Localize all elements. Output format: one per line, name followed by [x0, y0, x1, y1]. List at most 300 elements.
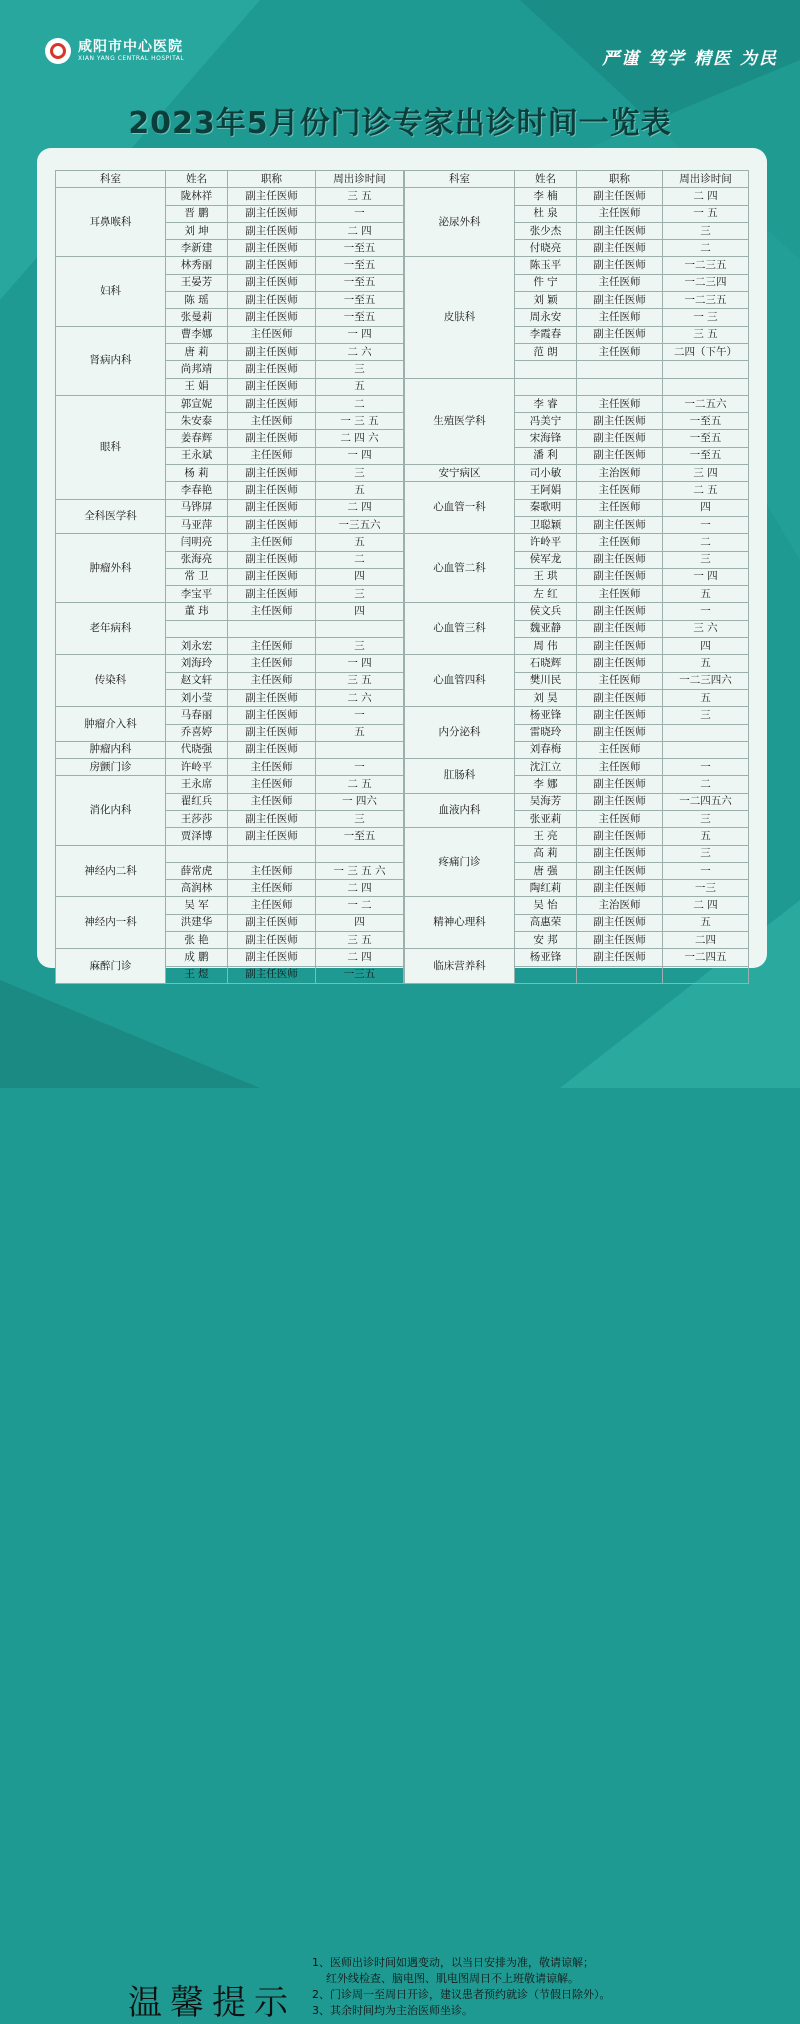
doctor-name-cell: [166, 845, 228, 862]
doctor-name-cell: 王晏芳: [166, 274, 228, 291]
doctor-title-cell: 副主任医师: [228, 205, 316, 222]
clinic-days-cell: 五: [316, 378, 404, 395]
clinic-days-cell: 三 五: [316, 188, 404, 205]
department-cell: 房颤门诊: [56, 759, 166, 776]
department-cell: 内分泌科: [405, 707, 515, 759]
table-row: [56, 845, 404, 862]
doctor-name-cell: [515, 361, 577, 378]
clinic-days-cell: 二 六: [316, 343, 404, 360]
clinic-days-cell: 一三五: [316, 966, 404, 983]
table-row: [405, 655, 749, 672]
clinic-days-cell: 四: [316, 603, 404, 620]
doctor-name-cell: 马亚萍: [166, 516, 228, 533]
doctor-name-cell: 左 红: [515, 586, 577, 603]
doctor-name-cell: 潘 利: [515, 447, 577, 464]
table-row: [405, 465, 749, 482]
doctor-title-cell: 主任医师: [228, 326, 316, 343]
tip-note: 1、医师出诊时间如遇变动，以当日安排为准，敬请谅解；: [312, 1956, 594, 1969]
clinic-days-cell: 二 四 六: [316, 430, 404, 447]
doctor-name-cell: 高 莉: [515, 845, 577, 862]
table-row: [405, 257, 749, 274]
column-header: 职称: [228, 171, 316, 188]
doctor-name-cell: 王阿娟: [515, 482, 577, 499]
clinic-days-cell: 一 四: [316, 447, 404, 464]
doctor-name-cell: 洪建华: [166, 914, 228, 931]
doctor-name-cell: 王 娟: [166, 378, 228, 395]
doctor-name-cell: 李霞春: [515, 326, 577, 343]
clinic-days-cell: 二: [663, 240, 749, 257]
doctor-title-cell: 副主任医师: [228, 309, 316, 326]
doctor-title-cell: 主治医师: [577, 897, 663, 914]
department-cell: 神经内一科: [56, 897, 166, 949]
doctor-title-cell: 副主任医师: [577, 880, 663, 897]
doctor-name-cell: 樊川民: [515, 672, 577, 689]
doctor-name-cell: 张曼莉: [166, 309, 228, 326]
page-title: 2023年5月份门诊专家出诊时间一览表: [128, 106, 672, 141]
table-row: [56, 759, 404, 776]
column-header: 科室: [56, 171, 166, 188]
doctor-name-cell: 贾泽博: [166, 828, 228, 845]
table-row: [56, 897, 404, 914]
doctor-name-cell: 吴 怡: [515, 897, 577, 914]
table-header-row: [405, 171, 749, 188]
doctor-name-cell: [515, 378, 577, 395]
hospital-motto: 严谨 笃学 精医 为民: [602, 49, 778, 69]
doctor-title-cell: 副主任医师: [577, 932, 663, 949]
hospital-logo: [45, 38, 184, 64]
schedule-table-right: [404, 170, 749, 984]
doctor-title-cell: 副主任医师: [228, 568, 316, 585]
clinic-days-cell: 一 三 五: [316, 413, 404, 430]
table-row: [56, 776, 404, 793]
department-cell: 全科医学科: [56, 499, 166, 534]
table-row: [405, 759, 749, 776]
doctor-name-cell: 侯文兵: [515, 603, 577, 620]
clinic-days-cell: 二: [663, 534, 749, 551]
doctor-title-cell: [577, 361, 663, 378]
doctor-name-cell: 李 娜: [515, 776, 577, 793]
clinic-days-cell: 三: [663, 551, 749, 568]
clinic-days-cell: 二 四: [663, 897, 749, 914]
doctor-name-cell: 刘小莹: [166, 689, 228, 706]
clinic-days-cell: 三 四: [663, 465, 749, 482]
table-row: [405, 534, 749, 551]
doctor-name-cell: 唐 莉: [166, 343, 228, 360]
doctor-title-cell: 副主任医师: [577, 724, 663, 741]
doctor-name-cell: [166, 620, 228, 637]
doctor-title-cell: 副主任医师: [577, 793, 663, 810]
clinic-days-cell: 二四（下午）: [663, 343, 749, 360]
table-row: [56, 707, 404, 724]
doctor-title-cell: 副主任医师: [577, 707, 663, 724]
clinic-days-cell: 一: [316, 707, 404, 724]
table-row: [405, 603, 749, 620]
table-row: [405, 707, 749, 724]
department-cell: 心血管一科: [405, 482, 515, 534]
clinic-days-cell: 一至五: [316, 240, 404, 257]
clinic-days-cell: 二四: [663, 932, 749, 949]
doctor-name-cell: 李春艳: [166, 482, 228, 499]
doctor-title-cell: 副主任医师: [577, 620, 663, 637]
doctor-name-cell: 雷晓玲: [515, 724, 577, 741]
doctor-title-cell: 副主任医师: [228, 914, 316, 931]
doctor-name-cell: 杜 泉: [515, 205, 577, 222]
clinic-days-cell: [316, 845, 404, 862]
department-cell: 神经内二科: [56, 845, 166, 897]
department-cell: 安宁病区: [405, 465, 515, 482]
doctor-name-cell: 王莎莎: [166, 810, 228, 827]
doctor-name-cell: 曹李娜: [166, 326, 228, 343]
tip-note: 2、门诊周一至周日开诊，建议患者预约就诊（节假日除外）。: [312, 1988, 611, 2001]
clinic-days-cell: 一三: [663, 880, 749, 897]
doctor-title-cell: 副主任医师: [577, 845, 663, 862]
doctor-name-cell: 王 亮: [515, 828, 577, 845]
doctor-title-cell: 主任医师: [577, 741, 663, 758]
department-cell: 疼痛门诊: [405, 828, 515, 897]
doctor-name-cell: 王 珙: [515, 568, 577, 585]
department-cell: 肿瘤外科: [56, 534, 166, 603]
doctor-name-cell: 件 宁: [515, 274, 577, 291]
clinic-days-cell: 一 四: [316, 326, 404, 343]
clinic-days-cell: 二 四: [316, 949, 404, 966]
doctor-title-cell: 主任医师: [228, 897, 316, 914]
table-row: [56, 499, 404, 516]
doctor-title-cell: 副主任医师: [228, 741, 316, 758]
department-cell: 肿瘤介入科: [56, 707, 166, 742]
table-row: [56, 741, 404, 758]
clinic-days-cell: 二: [663, 776, 749, 793]
doctor-title-cell: 副主任医师: [228, 932, 316, 949]
doctor-name-cell: 陈 瑶: [166, 292, 228, 309]
tip-note: 红外线检查、脑电图、肌电图周日不上班敬请谅解。: [326, 1972, 579, 1985]
doctor-name-cell: 张海亮: [166, 551, 228, 568]
doctor-title-cell: [577, 378, 663, 395]
doctor-title-cell: 副主任医师: [228, 430, 316, 447]
clinic-days-cell: 五: [663, 689, 749, 706]
clinic-days-cell: 二 五: [663, 482, 749, 499]
doctor-name-cell: 杨亚锋: [515, 949, 577, 966]
table-row: [405, 897, 749, 914]
doctor-title-cell: 副主任医师: [577, 638, 663, 655]
department-cell: 皮肤科: [405, 257, 515, 378]
clinic-days-cell: 五: [663, 655, 749, 672]
doctor-name-cell: 刘 颖: [515, 292, 577, 309]
hospital-name-en: XIAN YANG CENTRAL HOSPITAL: [78, 54, 185, 62]
clinic-days-cell: 四: [663, 499, 749, 516]
footer: [0, 975, 800, 2023]
clinic-days-cell: 一二三四六: [663, 672, 749, 689]
tips-notes: [312, 1955, 782, 2019]
doctor-title-cell: 副主任医师: [228, 828, 316, 845]
doctor-name-cell: 陇林祥: [166, 188, 228, 205]
header: [0, 0, 800, 150]
doctor-name-cell: 刘永宏: [166, 638, 228, 655]
clinic-days-cell: 一至五: [663, 447, 749, 464]
clinic-days-cell: 五: [663, 586, 749, 603]
doctor-title-cell: 副主任医师: [577, 413, 663, 430]
doctor-name-cell: 董 玮: [166, 603, 228, 620]
doctor-name-cell: 常 卫: [166, 568, 228, 585]
doctor-name-cell: 秦歌明: [515, 499, 577, 516]
clinic-days-cell: [663, 378, 749, 395]
clinic-days-cell: 一二四五六: [663, 793, 749, 810]
clinic-days-cell: 一 二: [316, 897, 404, 914]
doctor-title-cell: 副主任医师: [228, 361, 316, 378]
doctor-name-cell: 陶红莉: [515, 880, 577, 897]
clinic-days-cell: 一至五: [316, 292, 404, 309]
clinic-days-cell: 一 四六: [316, 793, 404, 810]
table-row: [405, 828, 749, 845]
doctor-title-cell: 主任医师: [228, 655, 316, 672]
column-header: 科室: [405, 171, 515, 188]
doctor-title-cell: 副主任医师: [577, 914, 663, 931]
doctor-title-cell: 主任医师: [228, 603, 316, 620]
column-header: 姓名: [515, 171, 577, 188]
doctor-name-cell: 晋 鹏: [166, 205, 228, 222]
doctor-name-cell: 林秀丽: [166, 257, 228, 274]
doctor-title-cell: 主任医师: [228, 759, 316, 776]
table-row: [405, 793, 749, 810]
department-cell: 传染科: [56, 655, 166, 707]
doctor-title-cell: 主任医师: [577, 309, 663, 326]
doctor-title-cell: 副主任医师: [577, 551, 663, 568]
doctor-title-cell: 副主任医师: [228, 724, 316, 741]
doctor-title-cell: 副主任医师: [228, 707, 316, 724]
clinic-days-cell: 一: [663, 862, 749, 879]
department-cell: 肿瘤内科: [56, 741, 166, 758]
clinic-days-cell: 一至五: [316, 828, 404, 845]
department-cell: 心血管四科: [405, 655, 515, 707]
doctor-title-cell: 主任医师: [577, 343, 663, 360]
doctor-title-cell: 副主任医师: [228, 689, 316, 706]
doctor-name-cell: 张 艳: [166, 932, 228, 949]
department-cell: 肛肠科: [405, 759, 515, 794]
department-cell: 心血管二科: [405, 534, 515, 603]
doctor-title-cell: 副主任医师: [228, 586, 316, 603]
doctor-title-cell: 主任医师: [577, 534, 663, 551]
doctor-title-cell: 副主任医师: [228, 395, 316, 412]
doctor-name-cell: 高润林: [166, 880, 228, 897]
doctor-name-cell: 姜春辉: [166, 430, 228, 447]
clinic-days-cell: 一 五: [663, 205, 749, 222]
department-cell: 血液内科: [405, 793, 515, 828]
doctor-name-cell: 吴 军: [166, 897, 228, 914]
table-row: [56, 603, 404, 620]
clinic-days-cell: 一三五六: [316, 516, 404, 533]
doctor-title-cell: 副主任医师: [228, 499, 316, 516]
doctor-name-cell: 范 朗: [515, 343, 577, 360]
doctor-name-cell: 安 邦: [515, 932, 577, 949]
doctor-name-cell: 杨 莉: [166, 465, 228, 482]
doctor-title-cell: 主任医师: [577, 205, 663, 222]
clinic-days-cell: 一: [663, 516, 749, 533]
doctor-name-cell: 冯美宁: [515, 413, 577, 430]
clinic-days-cell: 三: [663, 810, 749, 827]
clinic-days-cell: 一: [316, 759, 404, 776]
doctor-name-cell: 张亚莉: [515, 810, 577, 827]
doctor-name-cell: 成 鹏: [166, 949, 228, 966]
table-row: [56, 326, 404, 343]
clinic-days-cell: 一 三 五 六: [316, 862, 404, 879]
doctor-name-cell: 刘 昊: [515, 689, 577, 706]
clinic-days-cell: 一至五: [663, 430, 749, 447]
table-row: [56, 534, 404, 551]
clinic-days-cell: 三: [663, 222, 749, 239]
clinic-days-cell: 四: [316, 568, 404, 585]
doctor-title-cell: 副主任医师: [577, 568, 663, 585]
doctor-title-cell: 副主任医师: [228, 810, 316, 827]
department-cell: 麻醉门诊: [56, 949, 166, 984]
doctor-name-cell: 郭宣妮: [166, 395, 228, 412]
doctor-name-cell: 刘海玲: [166, 655, 228, 672]
clinic-days-cell: 四: [316, 914, 404, 931]
clinic-days-cell: 三: [663, 707, 749, 724]
doctor-name-cell: 许岭平: [166, 759, 228, 776]
clinic-days-cell: 一 三: [663, 309, 749, 326]
doctor-title-cell: 副主任医师: [577, 949, 663, 966]
doctor-title-cell: [228, 620, 316, 637]
doctor-title-cell: 副主任医师: [577, 516, 663, 533]
clinic-days-cell: 五: [663, 914, 749, 931]
doctor-title-cell: 主任医师: [577, 586, 663, 603]
clinic-days-cell: 一二四五: [663, 949, 749, 966]
doctor-name-cell: 李 睿: [515, 395, 577, 412]
clinic-days-cell: 三 五: [663, 326, 749, 343]
department-cell: 肾病内科: [56, 326, 166, 395]
doctor-name-cell: 尚邦靖: [166, 361, 228, 378]
clinic-days-cell: 三 五: [316, 672, 404, 689]
column-header: 周出诊时间: [316, 171, 404, 188]
doctor-title-cell: 主任医师: [228, 534, 316, 551]
doctor-name-cell: 李 楠: [515, 188, 577, 205]
doctor-title-cell: 副主任医师: [577, 292, 663, 309]
doctor-title-cell: 主治医师: [577, 465, 663, 482]
doctor-name-cell: 王永斌: [166, 447, 228, 464]
clinic-days-cell: 二: [316, 395, 404, 412]
clinic-days-cell: 三: [316, 810, 404, 827]
doctor-name-cell: 唐 强: [515, 862, 577, 879]
clinic-days-cell: [316, 620, 404, 637]
doctor-title-cell: 副主任医师: [228, 188, 316, 205]
doctor-name-cell: 周永安: [515, 309, 577, 326]
doctor-title-cell: 副主任医师: [228, 222, 316, 239]
doctor-title-cell: 副主任医师: [228, 966, 316, 983]
department-cell: 精神心理科: [405, 897, 515, 949]
doctor-title-cell: 主任医师: [228, 638, 316, 655]
doctor-title-cell: 副主任医师: [577, 326, 663, 343]
doctor-title-cell: 主任医师: [228, 793, 316, 810]
clinic-days-cell: 一二三五: [663, 257, 749, 274]
doctor-title-cell: 主任医师: [228, 447, 316, 464]
doctor-title-cell: 副主任医师: [228, 257, 316, 274]
column-header: 职称: [577, 171, 663, 188]
doctor-name-cell: 王 煜: [166, 966, 228, 983]
doctor-name-cell: 张少杰: [515, 222, 577, 239]
doctor-title-cell: 主任医师: [577, 759, 663, 776]
doctor-title-cell: 副主任医师: [577, 257, 663, 274]
department-cell: 眼科: [56, 395, 166, 499]
clinic-days-cell: 三: [663, 845, 749, 862]
doctor-title-cell: 主任医师: [228, 413, 316, 430]
clinic-days-cell: 一二三四: [663, 274, 749, 291]
clinic-days-cell: 一: [663, 759, 749, 776]
doctor-title-cell: 副主任医师: [577, 222, 663, 239]
doctor-name-cell: 陈玉平: [515, 257, 577, 274]
table-row: [56, 188, 404, 205]
schedule-tables: [55, 170, 747, 984]
doctor-title-cell: 主任医师: [228, 880, 316, 897]
clinic-days-cell: [663, 724, 749, 741]
doctor-name-cell: 王永席: [166, 776, 228, 793]
column-header: 周出诊时间: [663, 171, 749, 188]
doctor-name-cell: 石晓辉: [515, 655, 577, 672]
doctor-title-cell: 副主任医师: [577, 689, 663, 706]
doctor-name-cell: 杨亚锋: [515, 707, 577, 724]
doctor-name-cell: 刘春梅: [515, 741, 577, 758]
clinic-days-cell: 三 六: [663, 620, 749, 637]
doctor-name-cell: 侯军龙: [515, 551, 577, 568]
doctor-name-cell: 卫聪颖: [515, 516, 577, 533]
doctor-name-cell: 魏亚静: [515, 620, 577, 637]
clinic-days-cell: 五: [316, 724, 404, 741]
clinic-days-cell: 一二三五: [663, 292, 749, 309]
clinic-days-cell: 五: [316, 482, 404, 499]
doctor-name-cell: 高惠荣: [515, 914, 577, 931]
table-row: [56, 395, 404, 412]
clinic-days-cell: [663, 741, 749, 758]
doctor-name-cell: 乔喜婷: [166, 724, 228, 741]
clinic-days-cell: 一: [316, 205, 404, 222]
doctor-name-cell: 许岭平: [515, 534, 577, 551]
table-row: [56, 257, 404, 274]
doctor-name-cell: 沈江立: [515, 759, 577, 776]
doctor-name-cell: 朱安泰: [166, 413, 228, 430]
clinic-days-cell: 二: [316, 551, 404, 568]
clinic-days-cell: 一 四: [316, 655, 404, 672]
clinic-days-cell: 二 六: [316, 689, 404, 706]
doctor-name-cell: 刘 坤: [166, 222, 228, 239]
doctor-title-cell: 主任医师: [228, 672, 316, 689]
table-header-row: [56, 171, 404, 188]
doctor-title-cell: 副主任医师: [228, 949, 316, 966]
clinic-days-cell: 四: [663, 638, 749, 655]
clinic-days-cell: 二 四: [663, 188, 749, 205]
tips-title: 温馨提示: [128, 1983, 296, 2023]
doctor-title-cell: 副主任医师: [577, 862, 663, 879]
doctor-name-cell: 代晓强: [166, 741, 228, 758]
hospital-emblem-icon: [45, 38, 71, 64]
doctor-name-cell: 李宝平: [166, 586, 228, 603]
table-row: [405, 482, 749, 499]
doctor-title-cell: 副主任医师: [577, 447, 663, 464]
clinic-days-cell: [316, 741, 404, 758]
clinic-days-cell: 一至五: [316, 274, 404, 291]
doctor-title-cell: 主任医师: [228, 862, 316, 879]
doctor-title-cell: 副主任医师: [228, 240, 316, 257]
doctor-title-cell: 主任医师: [577, 499, 663, 516]
doctor-title-cell: 副主任医师: [228, 482, 316, 499]
clinic-days-cell: 三: [316, 465, 404, 482]
clinic-days-cell: 三: [316, 586, 404, 603]
doctor-name-cell: 付晓亮: [515, 240, 577, 257]
clinic-days-cell: 二 四: [316, 880, 404, 897]
clinic-days-cell: 一: [663, 603, 749, 620]
doctor-title-cell: 副主任医师: [228, 465, 316, 482]
department-cell: 妇科: [56, 257, 166, 326]
doctor-title-cell: 副主任医师: [228, 343, 316, 360]
doctor-name-cell: 闫明亮: [166, 534, 228, 551]
doctor-title-cell: 主任医师: [577, 672, 663, 689]
